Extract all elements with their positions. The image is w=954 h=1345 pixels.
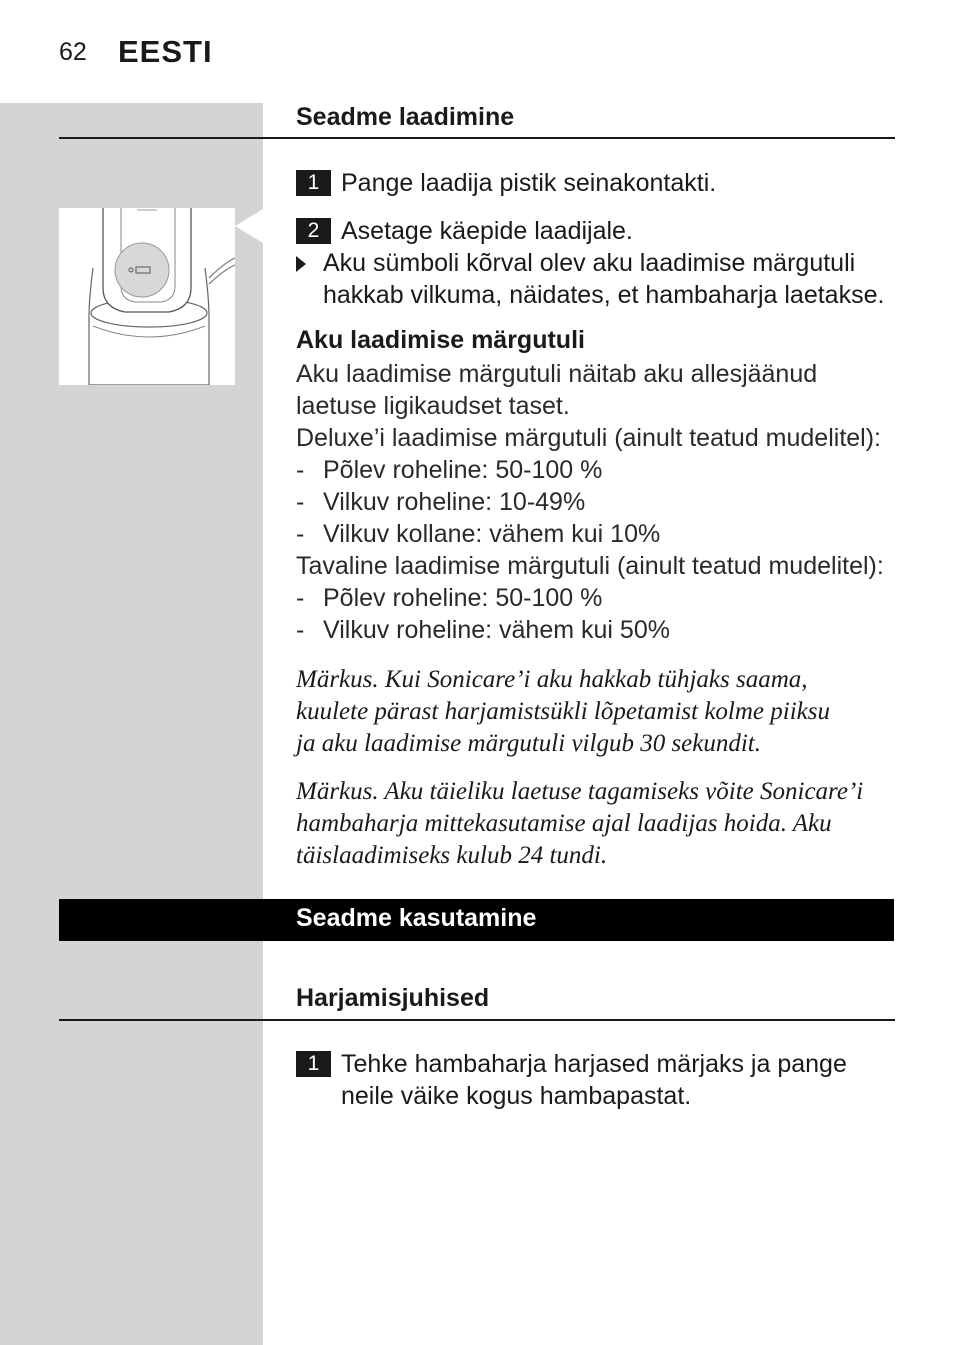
list-item: - Vilkuv roheline: 10-49%	[296, 486, 901, 518]
section-title-charging: Seadme laadimine	[296, 103, 515, 131]
list-item: - Vilkuv roheline: vähem kui 50%	[296, 614, 901, 646]
list-item: - Põlev roheline: 50-100 %	[296, 454, 901, 486]
toothbrush-charger-icon	[59, 208, 235, 385]
step-text: Pange laadija pistik seinakontakti.	[341, 169, 717, 197]
section-divider	[59, 137, 895, 139]
step-1-brushing	[296, 1048, 896, 1112]
page-number: 62	[59, 38, 87, 66]
list-item: - Vilkuv kollane: vähem kui 10%	[296, 518, 901, 550]
charger-illustration	[59, 208, 235, 385]
step-2-charging	[296, 215, 896, 247]
list-item: - Põlev roheline: 50-100 %	[296, 582, 901, 614]
section-divider	[59, 1019, 895, 1021]
section-title-brushing: Harjamisjuhised	[296, 984, 490, 1012]
result-bullet	[296, 247, 896, 311]
language-title: EESTI	[118, 34, 213, 69]
step-number: 1	[296, 1051, 331, 1077]
indicator-description: Aku laadimise märgutuli näitab aku allesjäänud laetuse ligikaudset taset. Deluxe’i laadimise märgutuli (ainult teatud mudelitel): - Põlev roheline: 50-100 % - Vilkuv roheline: 10-49% - Vilkuv kollane: vähem kui 10% Tavaline laadimise märgutuli (ainult teatud mudelitel): - Põlev roheline: 50-100 % - Vilkuv roheline: vähem kui 50%	[296, 358, 901, 646]
section-title-using: Seadme kasutamine	[296, 904, 537, 932]
note-full-charge: Märkus. Aku täieliku laetuse tagamiseks võite Sonicare’i hambaharja mittekasutamise ajal laadijas hoida. Aku täislaadimiseks kulub 24 tundi.	[296, 778, 864, 869]
bullet-text: Aku sümboli kõrval olev aku laadimise märgutuli hakkab vilkuma, näidates, et hambaharja laetakse.	[323, 249, 885, 309]
step-text: Tehke hambaharja harjased märjaks ja pange neile väike kogus hambapastat.	[341, 1050, 847, 1110]
illustration-pointer	[235, 209, 263, 243]
step-number: 2	[296, 218, 331, 244]
indicator-heading: Aku laadimise märgutuli	[296, 326, 585, 354]
bullet-arrow-icon	[296, 256, 306, 272]
step-number: 1	[296, 170, 331, 196]
step-1-charging	[296, 167, 896, 199]
note-low-battery: Märkus. Kui Sonicare’i aku hakkab tühjaks saama, kuulete pärast harjamistsükli lõpetamist kolme piiksu ja aku laadimise märgutuli vilgub 30 sekundit.	[296, 666, 830, 757]
step-text: Asetage käepide laadijale.	[341, 217, 633, 245]
